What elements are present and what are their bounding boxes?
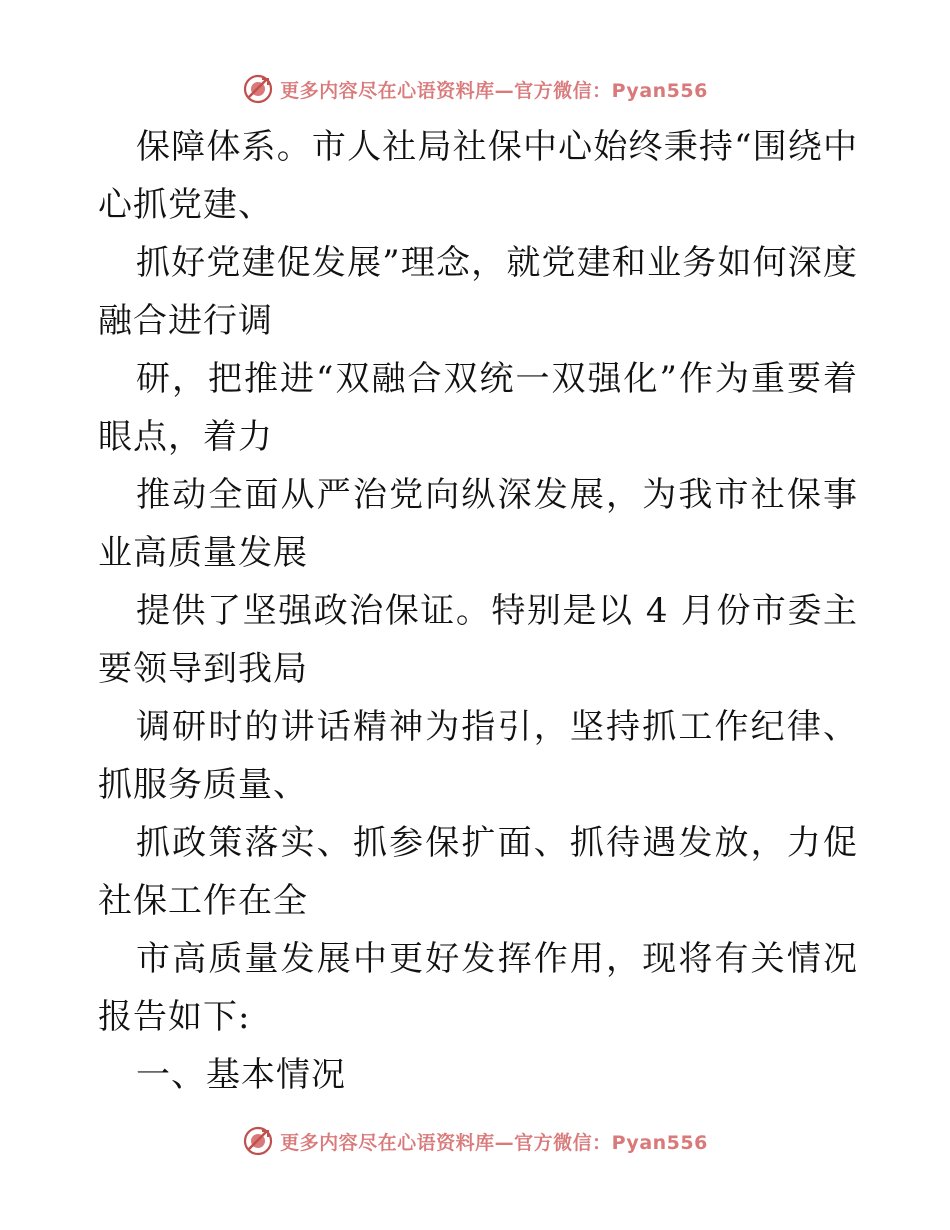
paragraph: 抓政策落实、抓参保扩面、抓待遇发放，力促社保工作在全 — [98, 823, 858, 921]
paragraph: 调研时的讲话精神为指引，坚持抓工作纪律、抓服务质量、 — [98, 707, 858, 805]
footer-watermark — [0, 1124, 950, 1158]
paragraph: 保障体系。市人社局社保中心始终秉持“围绕中心抓党建、 — [98, 127, 858, 225]
paragraph: 研，把推进“双融合双统一双强化”作为重要着眼点，着力 — [98, 359, 858, 457]
paragraph: 提供了坚强政治保证。特别是以 4 月份市委主要领导到我局 — [98, 591, 858, 689]
brand-logo-icon — [242, 73, 274, 105]
watermark-text: 更多内容尽在心语资料库—官方微信：Pyan556 — [280, 1131, 708, 1154]
section-heading: 一、基本情况 — [136, 1055, 346, 1095]
paragraph: 抓好党建促发展”理念，就党建和业务如何深度融合进行调 — [98, 243, 858, 341]
watermark-text: 更多内容尽在心语资料库—官方微信：Pyan556 — [280, 79, 708, 102]
paragraph: 推动全面从严治党向纵深发展，为我市社保事业高质量发展 — [98, 475, 858, 573]
paragraph: 市高质量发展中更好发挥作用，现将有关情况报告如下: — [98, 939, 858, 1037]
brand-logo-icon — [242, 1125, 274, 1157]
header-watermark — [0, 72, 950, 106]
document-body — [98, 118, 858, 1104]
